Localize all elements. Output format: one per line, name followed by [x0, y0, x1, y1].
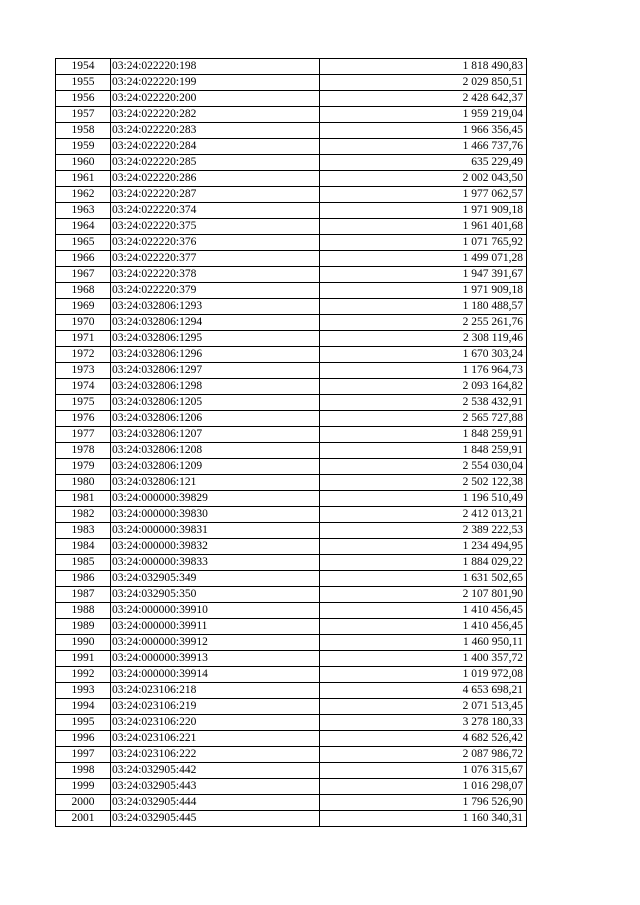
row-number: 1972 [56, 347, 111, 363]
cadastral-value: 1 947 391,67 [320, 267, 527, 283]
row-number: 1959 [56, 139, 111, 155]
cadastral-value: 1 410 456,45 [320, 619, 527, 635]
row-number: 1984 [56, 539, 111, 555]
cadastral-number: 03:24:032806:1207 [111, 427, 320, 443]
table-row [56, 283, 527, 299]
cadastral-value: 1 410 456,45 [320, 603, 527, 619]
cadastral-value: 2 554 030,04 [320, 459, 527, 475]
cadastral-number: 03:24:032806:1209 [111, 459, 320, 475]
table-row [56, 347, 527, 363]
cadastral-number: 03:24:032806:1206 [111, 411, 320, 427]
cadastral-number: 03:24:000000:39831 [111, 523, 320, 539]
cadastral-number: 03:24:000000:39830 [111, 507, 320, 523]
table-row [56, 75, 527, 91]
cadastral-number: 03:24:022220:283 [111, 123, 320, 139]
cadastral-number: 03:24:023106:220 [111, 715, 320, 731]
cadastral-number: 03:24:000000:39912 [111, 635, 320, 651]
table-row [56, 715, 527, 731]
row-number: 1970 [56, 315, 111, 331]
table-row [56, 59, 527, 75]
cadastral-number: 03:24:000000:39910 [111, 603, 320, 619]
table-row [56, 427, 527, 443]
cadastral-value: 2 502 122,38 [320, 475, 527, 491]
table-row [56, 747, 527, 763]
table-row [56, 539, 527, 555]
cadastral-value: 2 255 261,76 [320, 315, 527, 331]
table-row [56, 235, 527, 251]
cadastral-number: 03:24:023106:218 [111, 683, 320, 699]
cadastral-number: 03:24:032806:1298 [111, 379, 320, 395]
row-number: 2001 [56, 811, 111, 827]
table-row [56, 795, 527, 811]
row-number: 1979 [56, 459, 111, 475]
cadastral-number: 03:24:000000:39829 [111, 491, 320, 507]
cadastral-number: 03:24:032905:444 [111, 795, 320, 811]
cadastral-number: 03:24:032905:349 [111, 571, 320, 587]
table-row [56, 395, 527, 411]
cadastral-value: 1 961 401,68 [320, 219, 527, 235]
cadastral-value: 2 308 119,46 [320, 331, 527, 347]
table-row [56, 459, 527, 475]
table-row [56, 811, 527, 827]
row-number: 1968 [56, 283, 111, 299]
row-number: 1958 [56, 123, 111, 139]
row-number: 1974 [56, 379, 111, 395]
cadastral-number: 03:24:032905:350 [111, 587, 320, 603]
cadastral-value: 1 234 494,95 [320, 539, 527, 555]
table-row [56, 219, 527, 235]
cadastral-number: 03:24:022220:378 [111, 267, 320, 283]
table-row [56, 171, 527, 187]
row-number: 1962 [56, 187, 111, 203]
cadastral-value: 2 389 222,53 [320, 523, 527, 539]
cadastral-number: 03:24:032905:443 [111, 779, 320, 795]
row-number: 1989 [56, 619, 111, 635]
row-number: 1993 [56, 683, 111, 699]
table-row [56, 91, 527, 107]
cadastral-value: 635 229,49 [320, 155, 527, 171]
cadastral-number: 03:24:022220:285 [111, 155, 320, 171]
row-number: 1988 [56, 603, 111, 619]
row-number: 1987 [56, 587, 111, 603]
cadastral-value: 2 428 642,37 [320, 91, 527, 107]
table-row [56, 363, 527, 379]
table-row [56, 187, 527, 203]
cadastral-value: 4 682 526,42 [320, 731, 527, 747]
cadastral-number: 03:24:022220:287 [111, 187, 320, 203]
table-row [56, 587, 527, 603]
row-number: 1965 [56, 235, 111, 251]
cadastral-value: 1 959 219,04 [320, 107, 527, 123]
row-number: 1982 [56, 507, 111, 523]
row-number: 1966 [56, 251, 111, 267]
cadastral-value: 1 180 488,57 [320, 299, 527, 315]
cadastral-value: 1 631 502,65 [320, 571, 527, 587]
cadastral-number: 03:24:022220:377 [111, 251, 320, 267]
row-number: 1986 [56, 571, 111, 587]
table-row [56, 571, 527, 587]
cadastral-number: 03:24:022220:282 [111, 107, 320, 123]
row-number: 1973 [56, 363, 111, 379]
cadastral-value: 1 071 765,92 [320, 235, 527, 251]
cadastral-number: 03:24:023106:221 [111, 731, 320, 747]
cadastral-number: 03:24:032806:1208 [111, 443, 320, 459]
table-row [56, 555, 527, 571]
table-row [56, 683, 527, 699]
table-row [56, 603, 527, 619]
table-row [56, 139, 527, 155]
row-number: 1957 [56, 107, 111, 123]
cadastral-value: 1 400 357,72 [320, 651, 527, 667]
row-number: 1981 [56, 491, 111, 507]
cadastral-number: 03:24:032806:121 [111, 475, 320, 491]
cadastral-number: 03:24:022220:198 [111, 59, 320, 75]
row-number: 2000 [56, 795, 111, 811]
cadastral-number: 03:24:023106:222 [111, 747, 320, 763]
row-number: 1978 [56, 443, 111, 459]
table-row [56, 203, 527, 219]
row-number: 1964 [56, 219, 111, 235]
cadastral-value: 4 653 698,21 [320, 683, 527, 699]
cadastral-value: 2 002 043,50 [320, 171, 527, 187]
cadastral-value: 2 071 513,45 [320, 699, 527, 715]
cadastral-number: 03:24:032806:1297 [111, 363, 320, 379]
cadastral-number: 03:24:000000:39833 [111, 555, 320, 571]
cadastral-number: 03:24:000000:39913 [111, 651, 320, 667]
cadastral-value: 2 087 986,72 [320, 747, 527, 763]
row-number: 1991 [56, 651, 111, 667]
cadastral-number: 03:24:032806:1295 [111, 331, 320, 347]
cadastral-value: 1 076 315,67 [320, 763, 527, 779]
table-row [56, 155, 527, 171]
table-row [56, 475, 527, 491]
cadastral-value: 1 966 356,45 [320, 123, 527, 139]
cadastral-value: 1 019 972,08 [320, 667, 527, 683]
cadastral-number: 03:24:022220:375 [111, 219, 320, 235]
cadastral-value-table [55, 58, 527, 827]
cadastral-number: 03:24:023106:219 [111, 699, 320, 715]
cadastral-value: 1 016 298,07 [320, 779, 527, 795]
table-row [56, 267, 527, 283]
cadastral-value: 1 196 510,49 [320, 491, 527, 507]
cadastral-value: 1 670 303,24 [320, 347, 527, 363]
table-row [56, 251, 527, 267]
cadastral-value: 1 499 071,28 [320, 251, 527, 267]
row-number: 1992 [56, 667, 111, 683]
table-row [56, 635, 527, 651]
cadastral-number: 03:24:022220:376 [111, 235, 320, 251]
cadastral-number: 03:24:022220:379 [111, 283, 320, 299]
cadastral-number: 03:24:000000:39832 [111, 539, 320, 555]
cadastral-value: 3 278 180,33 [320, 715, 527, 731]
row-number: 1960 [56, 155, 111, 171]
cadastral-number: 03:24:032905:445 [111, 811, 320, 827]
table-row [56, 523, 527, 539]
cadastral-number: 03:24:032905:442 [111, 763, 320, 779]
table-row [56, 731, 527, 747]
cadastral-value: 2 538 432,91 [320, 395, 527, 411]
row-number: 1998 [56, 763, 111, 779]
cadastral-number: 03:24:022220:199 [111, 75, 320, 91]
cadastral-value: 1 971 909,18 [320, 203, 527, 219]
row-number: 1980 [56, 475, 111, 491]
row-number: 1955 [56, 75, 111, 91]
table-row [56, 107, 527, 123]
table-row [56, 491, 527, 507]
cadastral-number: 03:24:022220:374 [111, 203, 320, 219]
cadastral-value: 1 466 737,76 [320, 139, 527, 155]
row-number: 1983 [56, 523, 111, 539]
cadastral-number: 03:24:032806:1294 [111, 315, 320, 331]
table-row [56, 315, 527, 331]
cadastral-value: 2 412 013,21 [320, 507, 527, 523]
cadastral-number: 03:24:000000:39911 [111, 619, 320, 635]
cadastral-value: 1 160 340,31 [320, 811, 527, 827]
cadastral-number: 03:24:000000:39914 [111, 667, 320, 683]
row-number: 1990 [56, 635, 111, 651]
table-row [56, 699, 527, 715]
row-number: 1975 [56, 395, 111, 411]
cadastral-number: 03:24:022220:286 [111, 171, 320, 187]
row-number: 1976 [56, 411, 111, 427]
row-number: 1954 [56, 59, 111, 75]
table-row [56, 331, 527, 347]
row-number: 1969 [56, 299, 111, 315]
row-number: 1997 [56, 747, 111, 763]
table-row [56, 411, 527, 427]
table-row [56, 763, 527, 779]
cadastral-value: 2 565 727,88 [320, 411, 527, 427]
cadastral-number: 03:24:022220:200 [111, 91, 320, 107]
row-number: 1995 [56, 715, 111, 731]
cadastral-value: 2 107 801,90 [320, 587, 527, 603]
table-row [56, 443, 527, 459]
cadastral-value: 1 818 490,83 [320, 59, 527, 75]
table-row [56, 123, 527, 139]
table-row [56, 379, 527, 395]
row-number: 1999 [56, 779, 111, 795]
table-row [56, 667, 527, 683]
cadastral-value: 1 460 950,11 [320, 635, 527, 651]
row-number: 1985 [56, 555, 111, 571]
cadastral-value: 1 848 259,91 [320, 427, 527, 443]
cadastral-value: 1 848 259,91 [320, 443, 527, 459]
table-row [56, 779, 527, 795]
cadastral-number: 03:24:032806:1296 [111, 347, 320, 363]
cadastral-value: 2 029 850,51 [320, 75, 527, 91]
row-number: 1967 [56, 267, 111, 283]
row-number: 1956 [56, 91, 111, 107]
row-number: 1961 [56, 171, 111, 187]
table-body [56, 59, 527, 827]
cadastral-value: 2 093 164,82 [320, 379, 527, 395]
table-row [56, 651, 527, 667]
cadastral-number: 03:24:032806:1205 [111, 395, 320, 411]
cadastral-value: 1 977 062,57 [320, 187, 527, 203]
row-number: 1996 [56, 731, 111, 747]
row-number: 1994 [56, 699, 111, 715]
row-number: 1971 [56, 331, 111, 347]
cadastral-number: 03:24:022220:284 [111, 139, 320, 155]
cadastral-value: 1 796 526,90 [320, 795, 527, 811]
cadastral-value: 1 176 964,73 [320, 363, 527, 379]
cadastral-value: 1 884 029,22 [320, 555, 527, 571]
table-row [56, 507, 527, 523]
cadastral-value: 1 971 909,18 [320, 283, 527, 299]
table-row [56, 299, 527, 315]
row-number: 1963 [56, 203, 111, 219]
table-row [56, 619, 527, 635]
cadastral-number: 03:24:032806:1293 [111, 299, 320, 315]
row-number: 1977 [56, 427, 111, 443]
